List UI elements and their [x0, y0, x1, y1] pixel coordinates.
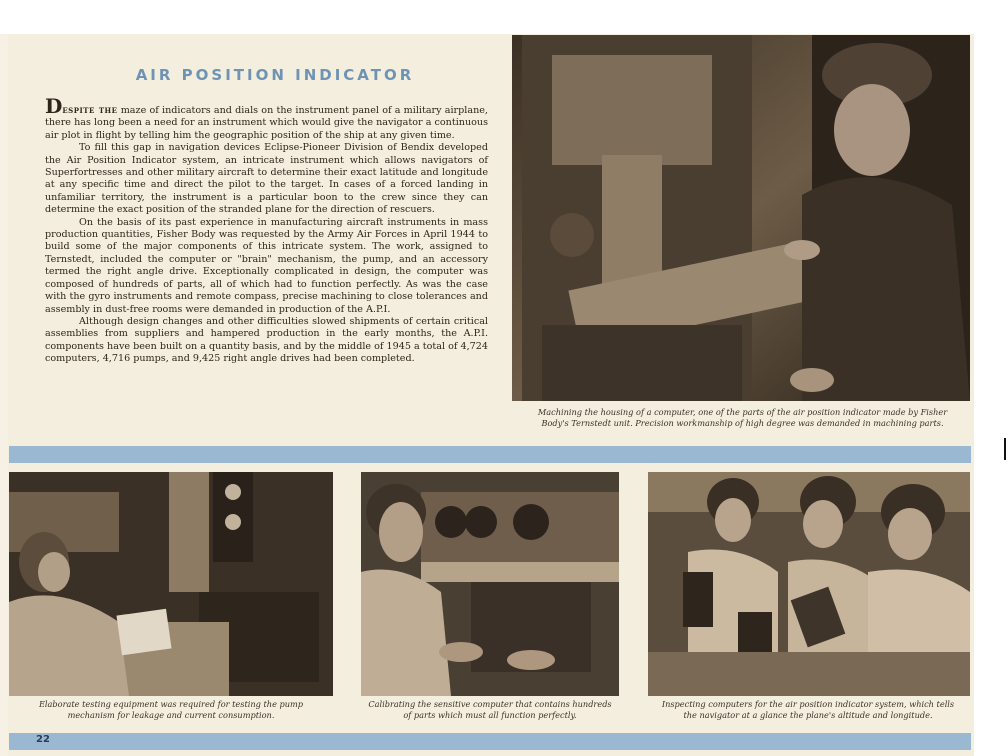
calibrating-photo-image — [361, 472, 619, 696]
photo-calibrating — [361, 472, 619, 696]
inspecting-photo-image — [648, 472, 970, 696]
top-margin — [0, 0, 1008, 34]
footer-band — [9, 733, 971, 750]
article-body — [45, 94, 488, 366]
caption-calibrating: Calibrating the sensitive computer that contains hundreds of parts which must all function perfectly. — [368, 699, 612, 720]
paragraph-4: Although design changes and other difficulties slowed shipments of certain critical assemblies from suppliers and hampered production in the early months, the A.P.I. components have been built on a quantity basis, and by the middle of 1945 a total of 4,724 computers, 4,716 pumps, and 9,425 right angle drives had been completed. — [45, 315, 488, 365]
paragraph-2: To fill this gap in navigation devices Eclipse-Pioneer Division of Bendix developed the Air Position Indicator system, an intricate instrument which allows navigators of Superfortresses and other military aircraft to determine their exact latitude and longitude at any specific time and direct the pilot to the target. In cases of a forced landing in unfamiliar territory, the instrument is a particular boon to the crew since they can determine the exact position of the stranded plane for the direction of rescuers. — [45, 142, 488, 216]
paragraph-1-text: maze of indicators and dials on the instrument panel of a military airplane, there has long been a need for an instrument which would give the navigator a continuous air plot in flight by telling him the geographic position of the ship at any given time. — [45, 105, 488, 141]
drop-cap: D — [45, 94, 63, 118]
right-margin — [974, 34, 1008, 756]
paragraph-3: On the basis of its past experience in manufacturing aircraft instruments in mass production quantities, Fisher Body was requested by the Army Air Forces in April 1944 to build some of the major components of this intricate system. The work, assigned to Ternstedt, included the computer or "brain" mechanism, the pump, and an accessory termed the right angle drive. Exceptionally complicated in design, the computer was composed of hundreds of parts, all of which had to function perfectly. As was the case with the gyro instruments and remote compass, precise machining to close tolerances and assembly in dust-free rooms were demanded in production of the A.P.I. — [45, 216, 488, 315]
paragraph-1 — [45, 94, 488, 142]
testing-photo-image — [9, 472, 333, 696]
edge-mark — [1004, 438, 1006, 460]
photo-inspecting — [648, 472, 970, 696]
page-number: 22 — [36, 734, 50, 745]
article-title: AIR POSITION INDICATOR — [135, 66, 415, 84]
divider-band — [9, 446, 971, 463]
machining-photo-image — [512, 35, 970, 401]
photo-testing — [9, 472, 333, 696]
caption-inspecting: Inspecting computers for the air position indicator system, which tells the navigator at a glance the plane's altitude and longitude. — [661, 699, 955, 720]
photo-machining — [512, 35, 970, 401]
caption-testing: Elaborate testing equipment was required for testing the pump mechanism for leakage and current consumption. — [38, 699, 304, 720]
caption-main: Machining the housing of a computer, one of the parts of the air position indicator made by Fisher Body's Ternstedt unit. Precision workmanship of high degree was demanded in machining parts. — [537, 407, 948, 428]
lead-in: espite the — [62, 105, 118, 116]
